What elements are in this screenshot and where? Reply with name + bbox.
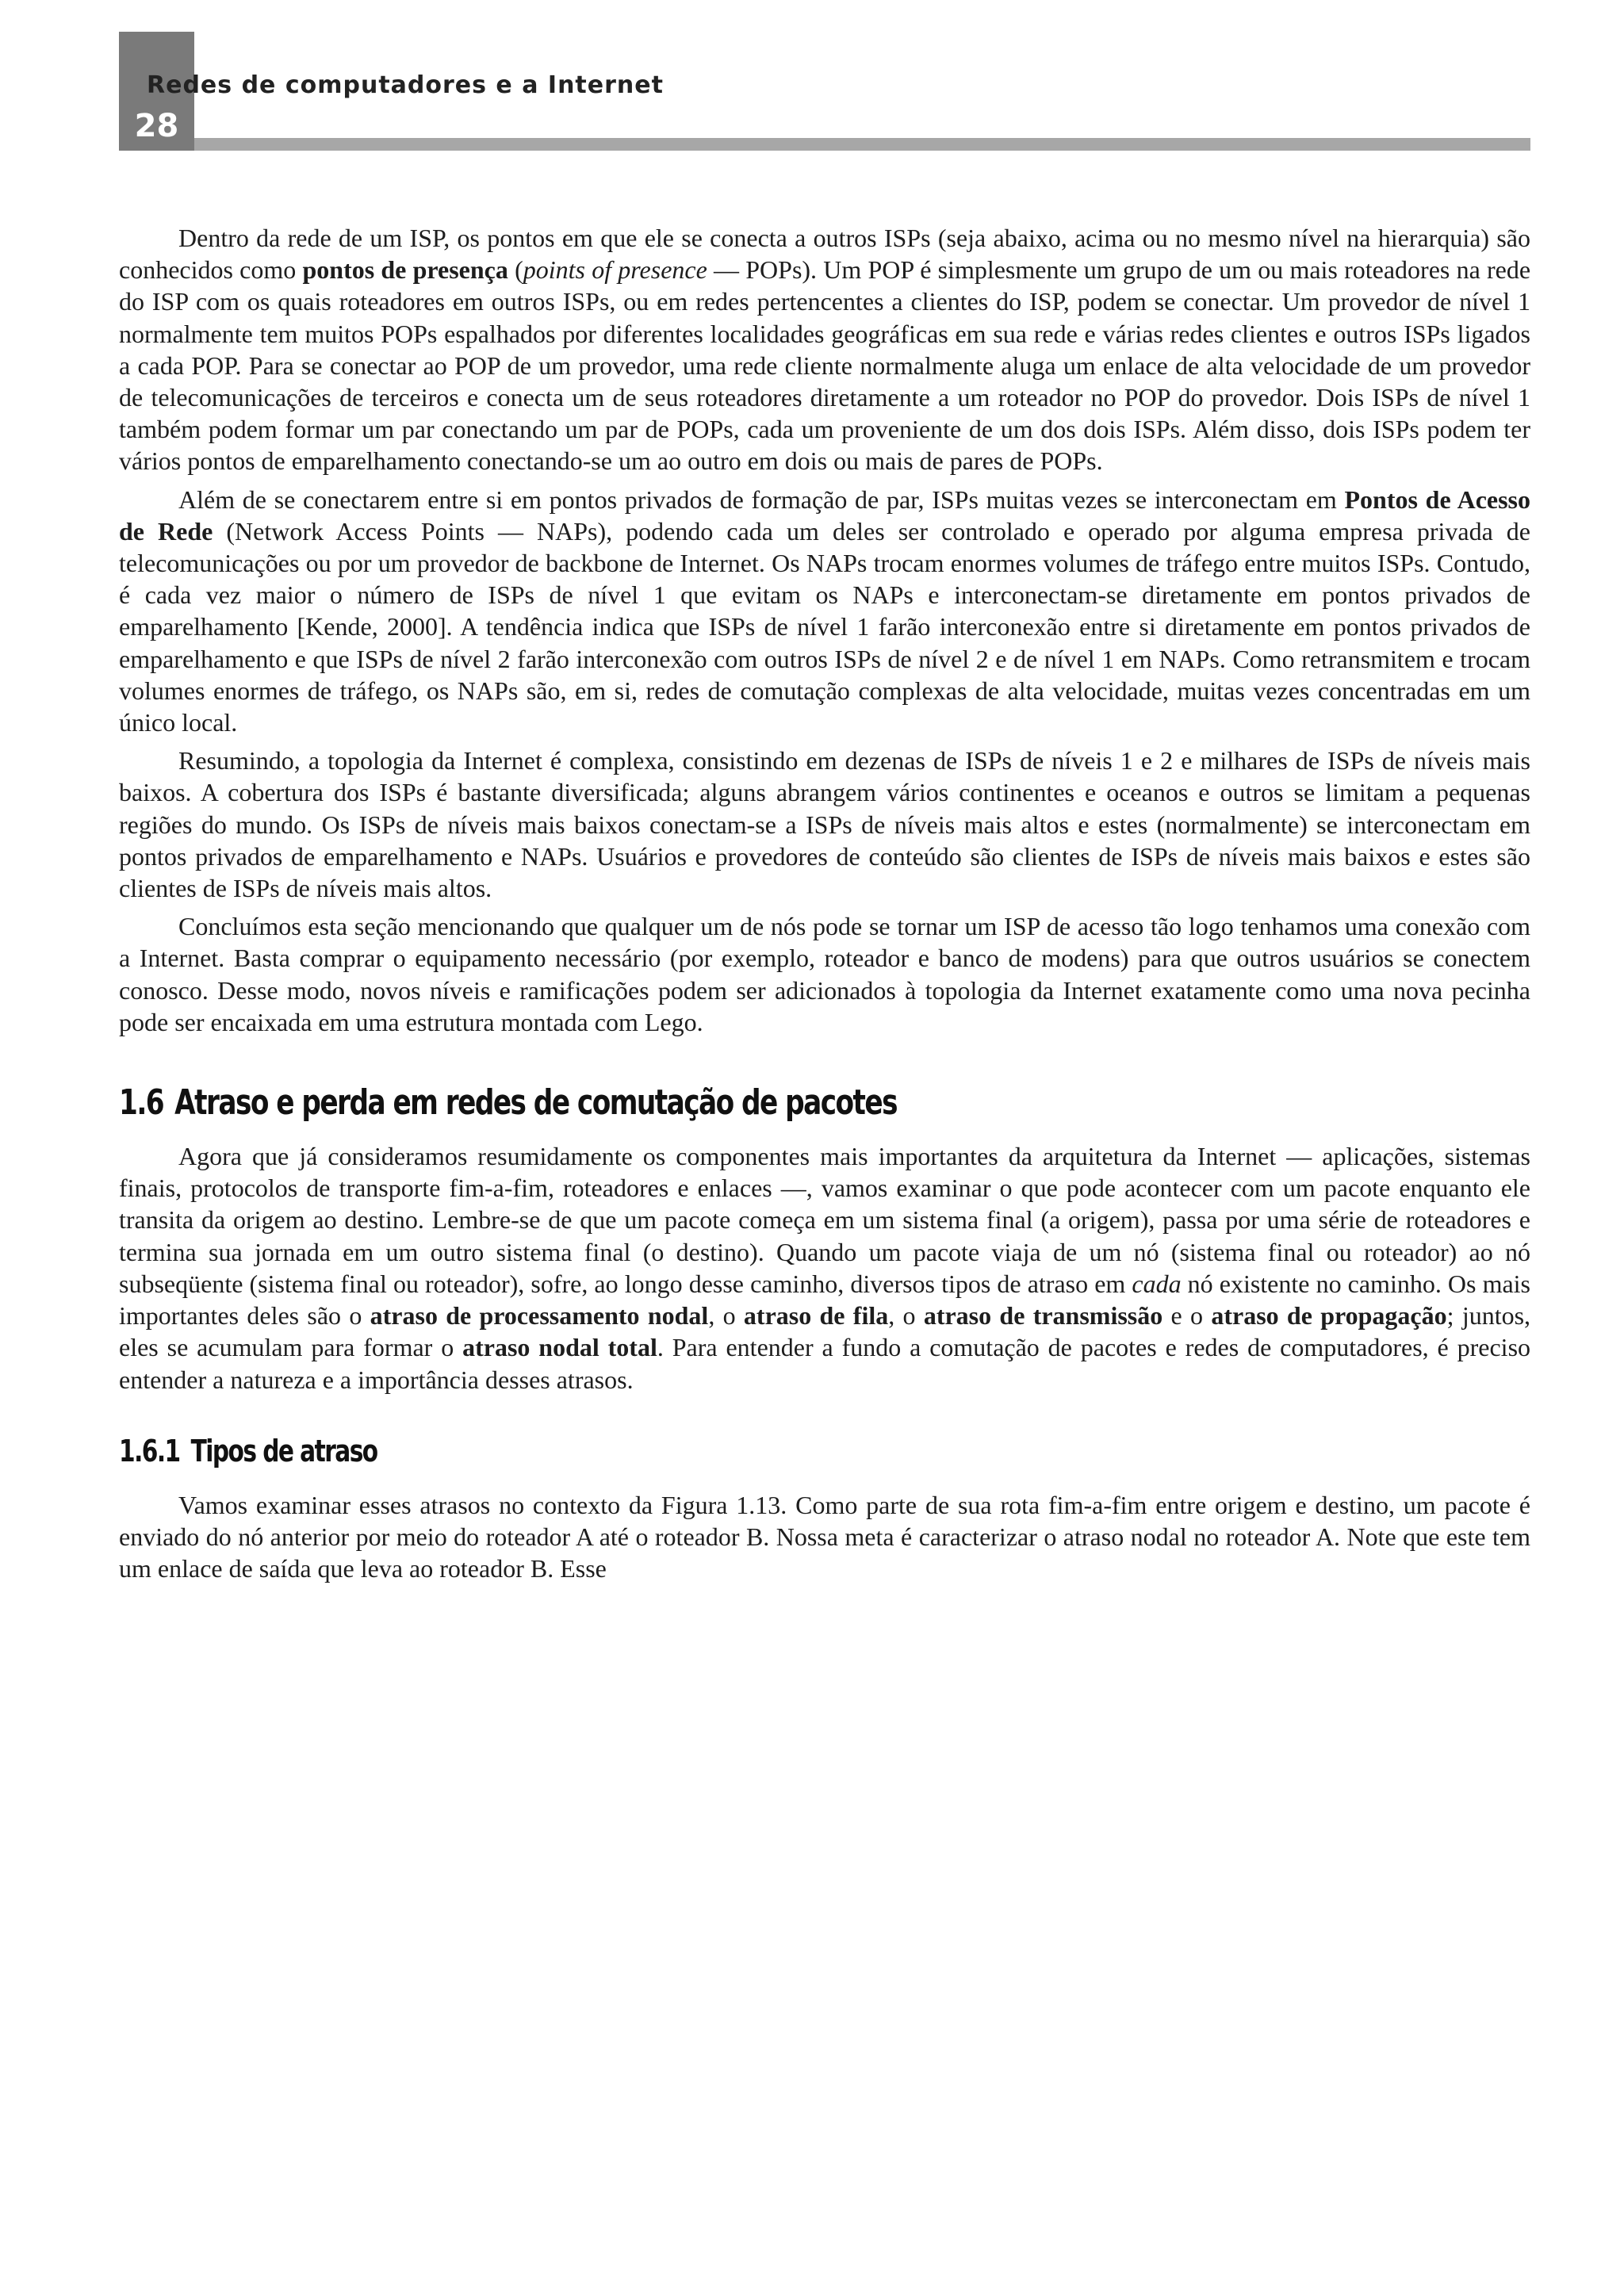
subsection-title: Tipos de atraso — [190, 1433, 377, 1468]
bold-term: pontos de presença — [302, 255, 508, 285]
body-paragraph — [119, 910, 1530, 1038]
body-paragraph — [119, 222, 1530, 477]
text-run: — POPs). Um POP é simplesmente um grupo de um ou mais roteadores na rede do ISP com os quais roteadores em outros ISPs, ou em redes pertencentes a clientes do ISP, podem se conectar. Um provedor de nível 1 normalmente tem muitos POPs espalhados por diferentes localidades geográficas em sua rede e várias redes clientes e outros ISPs ligados a cada POP. Para se conectar ao POP de um provedor, uma rede cliente normalmente aluga um enlace de alta velocidade de um provedor de telecomunicações de terceiros e conecta um de seus roteadores diretamente a um roteador no POP do provedor. Dois ISPs de nível 1 também podem formar um par conectando um par de POPs, cada um proveniente de um dos dois ISPs. Além disso, dois ISPs podem ter vários pontos de emparelhamento conectando-se um ao outro em dois ou mais de pares de POPs. — [119, 255, 1531, 476]
text-run: , o — [708, 1301, 744, 1331]
text-run: Resumindo, a topologia da Internet é complexa, consistindo em dezenas de ISPs de níveis 1 e 2 e milhares de ISPs de níveis mais baixos. A cobertura dos ISPs é bastante diversificada; alguns abrangem vários continentes e oceanos e outros se limitam a pequenas regiões do mundo. Os ISPs de níveis mais baixos conectam-se a ISPs de níveis mais altos e estes (normalmente) se interconectam em pontos privados de emparelhamento e NAPs. Usuários e provedores de conteúdo são clientes de ISPs de níveis mais baixos e estes são clientes de ISPs de níveis mais altos. — [119, 746, 1530, 903]
subsection-number: 1.6.1 — [119, 1433, 180, 1468]
bold-term: atraso de processamento nodal — [370, 1301, 709, 1331]
page-content — [119, 222, 1530, 1591]
body-paragraph — [119, 1489, 1530, 1585]
text-run: , o — [888, 1301, 924, 1331]
header-rule — [194, 138, 1530, 151]
text-run: ( — [508, 255, 523, 285]
bold-term: atraso de transmissão — [923, 1301, 1163, 1331]
italic-term: cada — [1132, 1269, 1182, 1298]
italic-term: points of presence — [523, 255, 707, 285]
text-run: Concluímos esta seção mencionando que qualquer um de nós pode se tornar um ISP de acesso tão logo tenhamos uma conexão com a Internet. Basta comprar o equipamento necessário (por exemplo, roteador e banco de modens) para que outros usuários se conectem conosco. Desse modo, novos níveis e ramificações podem ser adicionados à topologia da Internet exatamente como uma nova pecinha pode ser encaixada em uma estrutura montada com Lego. — [119, 912, 1530, 1036]
text-run: (Network Access Points — NAPs), podendo cada um deles ser controlado e operado por alguma empresa privada de telecomunicações ou por um provedor de backbone de Internet. Os NAPs trocam enormes volumes de tráfego entre muitos ISPs. Contudo, é cada vez maior o número de ISPs de nível 1 que evitam os NAPs e interconectam-se diretamente em pontos privados de emparelhamento [Kende, 2000]. A tendência indica que ISPs de nível 1 farão interconexão entre si diretamente em pontos privados de emparelhamento e que ISPs de nível 2 farão interconexão com outros ISPs de nível 2 e de nível 1 em NAPs. Como retransmitem e trocam volumes enormes de tráfego, os NAPs são, em si, redes de comutação complexas de alta velocidade, muitas vezes concentradas em um único local. — [119, 516, 1531, 737]
text-run: Além de se conectarem entre si em pontos privados de formação de par, ISPs muitas vezes se interconectam em — [178, 484, 1345, 514]
text-run: . Para entender a fundo a comutação de pacotes e redes de computadores, é preciso entender a natureza e a importância desses atrasos. — [119, 1333, 1531, 1394]
text-run: Vamos examinar esses atrasos no contexto da Figura 1.13. Como parte de sua rota fim-a-fim entre origem e destino, um pacote é enviado do nó anterior por meio do roteador A até o roteador B. Nossa meta é caracterizar o atraso nodal no roteador A. Note que este tem um enlace de saída que leva ao roteador B. Esse — [119, 1490, 1530, 1583]
subsection-heading — [119, 1434, 1220, 1468]
bold-term: atraso de fila — [743, 1301, 889, 1331]
bold-term: atraso de propagação — [1211, 1301, 1447, 1331]
bold-term: atraso nodal total — [462, 1333, 657, 1362]
bold-term: Pontos de Acesso de Rede — [119, 484, 1531, 546]
section-title: Atraso e perda em redes de comutação de pacotes — [174, 1082, 897, 1124]
text-run: Agora que já consideramos resumidamente os componentes mais importantes da arquitetura da Internet — aplicações, sistemas finais, protocolos de transporte fim-a-fim, roteadores e enlaces —, vamos examinar o que pode acontecer com um pacote enquanto ele transita da origem ao destino. Lembre-se de que um pacote começa em um sistema final (a origem), passa por uma série de roteadores e termina sua jornada em um outro sistema final (o destino). Quando um pacote viaja de um nó (sistema final ou roteador) ao nó subseqüente (sistema final ou roteador), sofre, ao longo desse caminho, diversos tipos de atraso em — [119, 1142, 1530, 1298]
text-run: nó existente no caminho. Os mais importantes deles são o — [119, 1269, 1531, 1331]
section-heading — [119, 1082, 1220, 1123]
body-paragraph — [119, 1140, 1530, 1396]
text-run: Dentro da rede de um ISP, os pontos em que ele se conecta a outros ISPs (seja abaixo, acima ou no mesmo nível na hierarquia) são conhecidos como — [119, 224, 1530, 285]
text-run: e o — [1162, 1301, 1212, 1331]
text-run: ; juntos, eles se acumulam para formar o — [119, 1301, 1531, 1362]
body-paragraph — [119, 745, 1530, 904]
body-paragraph — [119, 484, 1530, 739]
section-number: 1.6 — [119, 1082, 164, 1124]
page-number: 28 — [134, 108, 179, 144]
running-head: Redes de computadores e a Internet — [147, 71, 664, 99]
